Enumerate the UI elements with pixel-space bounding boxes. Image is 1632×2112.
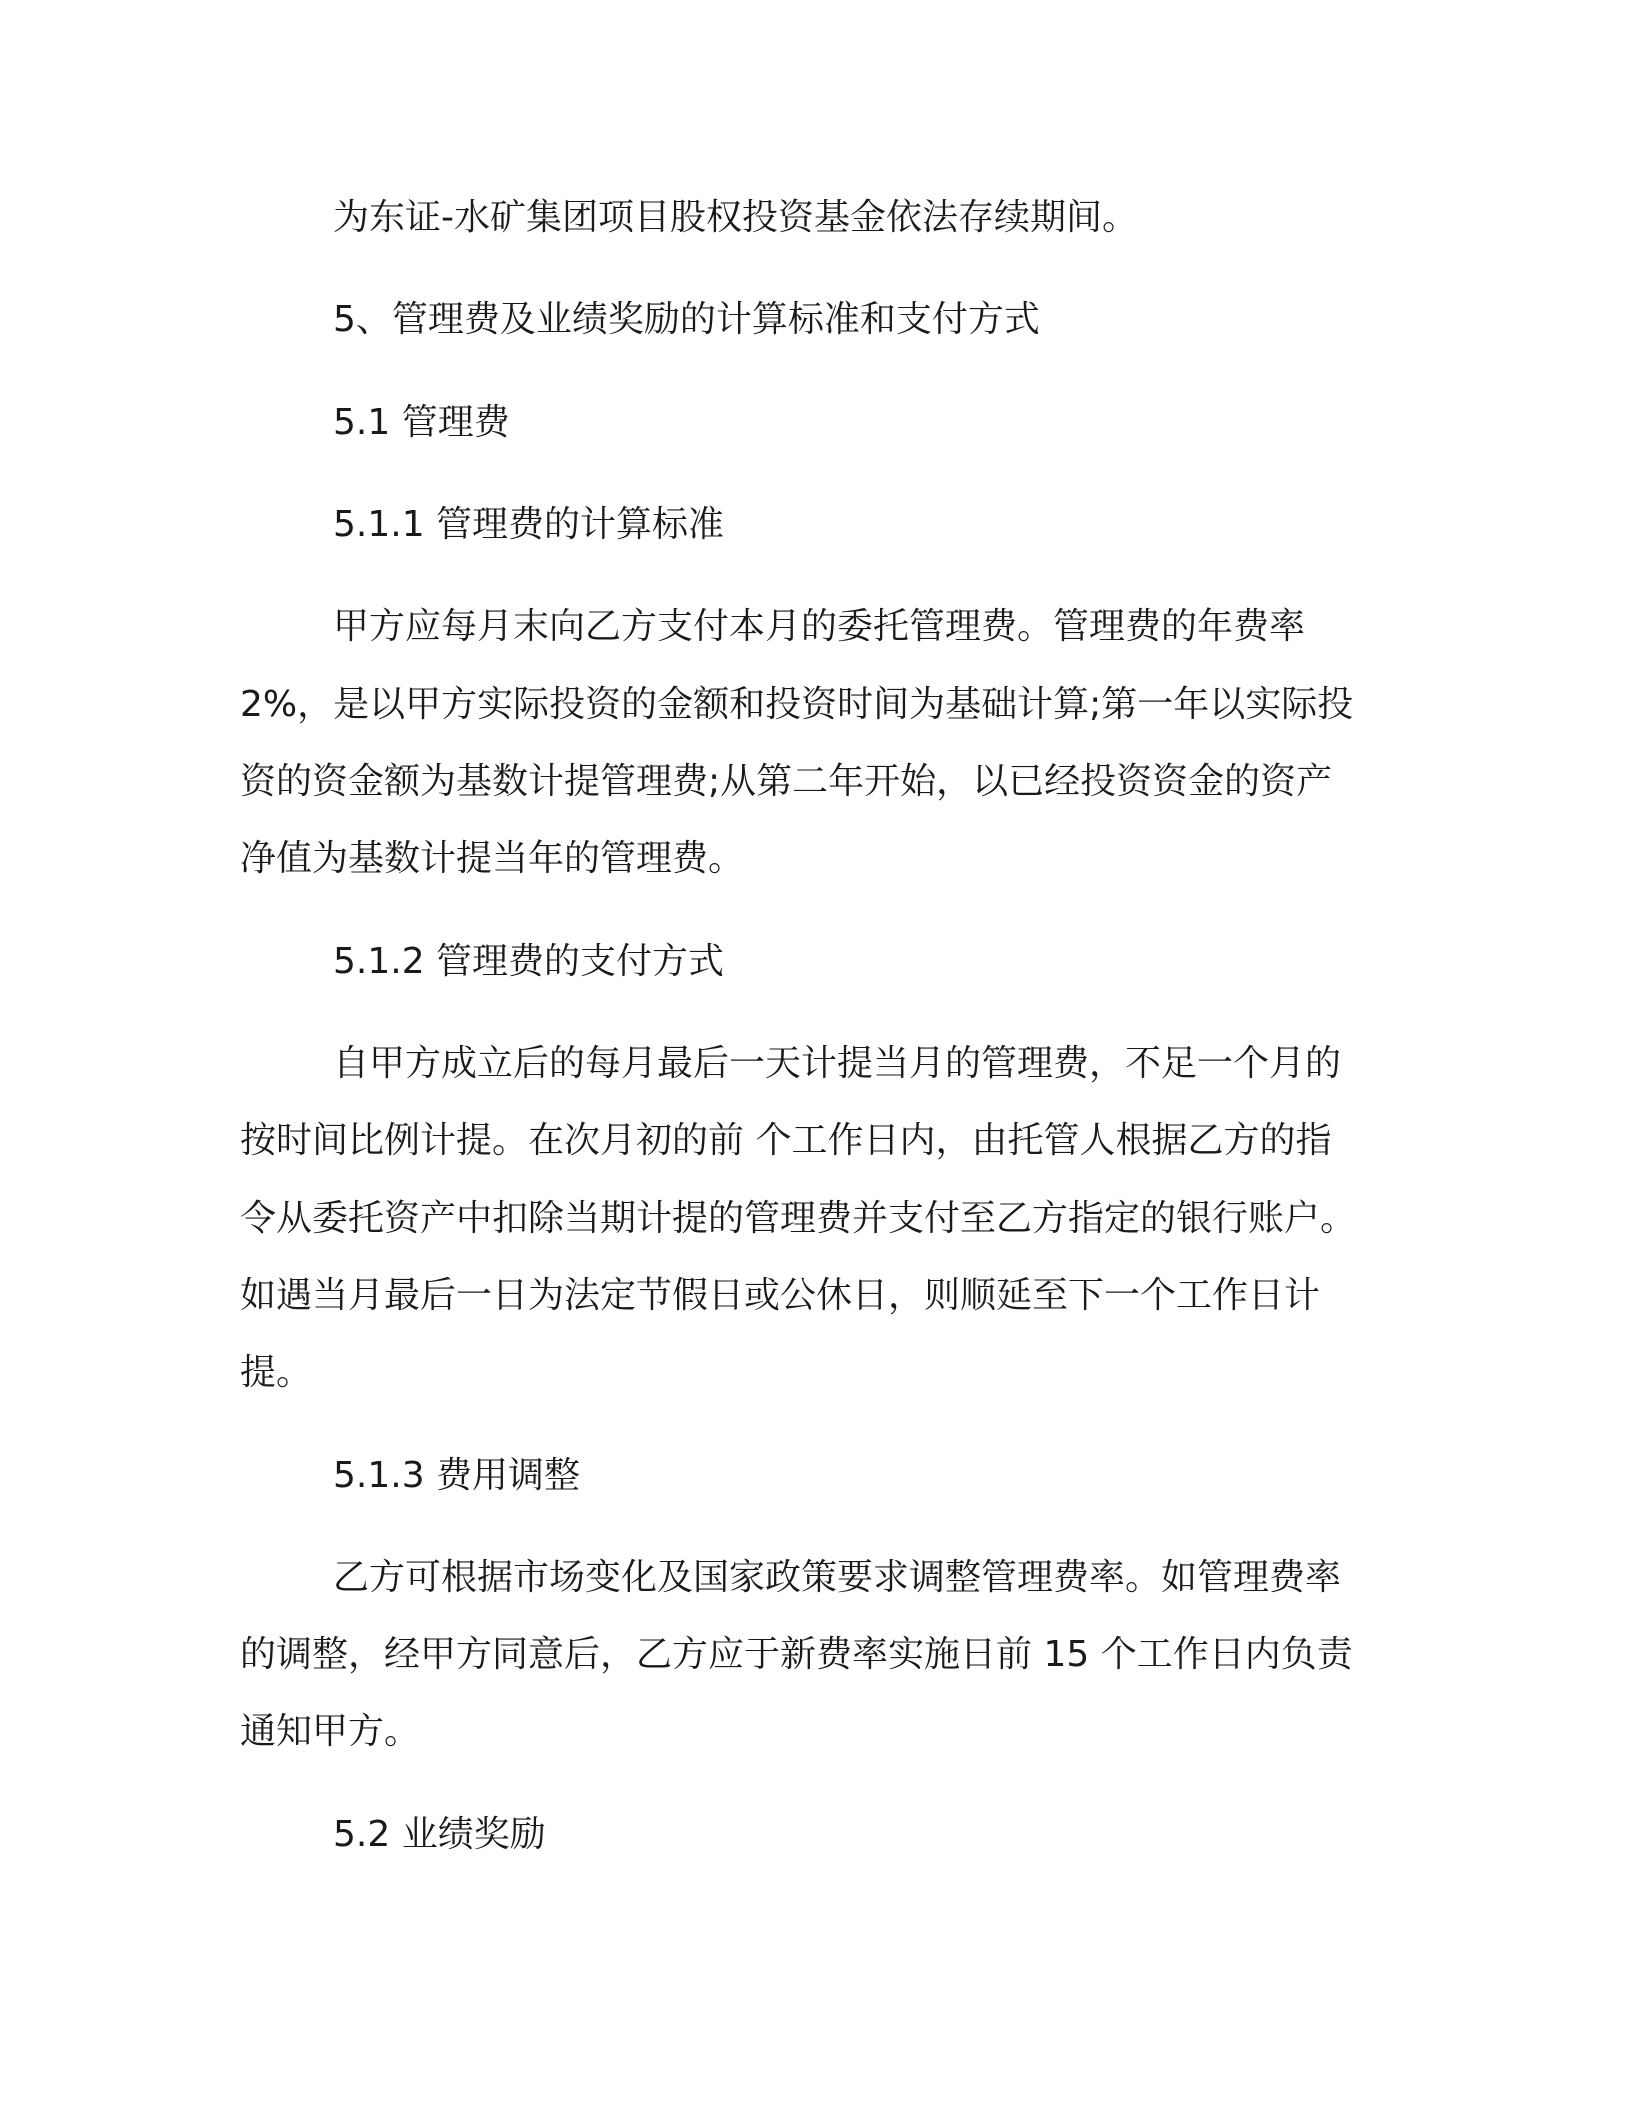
- section-heading-5: 5、管理费及业绩奖励的计算标准和支付方式: [333, 299, 1040, 340]
- paragraph-line: 如遇当月最后一日为法定节假日或公休日，则顺延至下一个工作日计: [240, 1275, 1321, 1316]
- section-heading-5-2: 5.2 业绩奖励: [333, 1814, 546, 1855]
- paragraph-line: 甲方应每月末向乙方支付本月的委托管理费。管理费的年费率: [333, 606, 1306, 647]
- paragraph-line: 按时间比例计提。在次月初的前 个工作日内，由托管人根据乙方的指: [240, 1120, 1332, 1161]
- paragraph-line: 净值为基数计提当年的管理费。: [240, 838, 745, 879]
- paragraph-line: 资的资金额为基数计提管理费;从第二年开始，以已经投资资金的资产: [240, 761, 1333, 802]
- section-heading-5-1: 5.1 管理费: [333, 402, 510, 443]
- paragraph-line: 令从委托资产中扣除当期计提的管理费并支付至乙方指定的银行账户。: [240, 1198, 1357, 1239]
- section-heading-5-1-3: 5.1.3 费用调整: [333, 1455, 581, 1496]
- section-heading-5-1-1: 5.1.1 管理费的计算标准: [333, 504, 725, 545]
- paragraph-line-fund-duration: 为东证-水矿集团项目股权投资基金依法存续期间。: [333, 197, 1138, 238]
- paragraph-line: 自甲方成立后的每月最后一天计提当月的管理费，不足一个月的: [333, 1043, 1342, 1084]
- section-heading-5-1-2: 5.1.2 管理费的支付方式: [333, 941, 725, 982]
- paragraph-line: 提。: [240, 1352, 313, 1393]
- paragraph-line: 的调整，经甲方同意后，乙方应于新费率实施日前 15 个工作日内负责: [240, 1634, 1353, 1675]
- paragraph-line: 乙方可根据市场变化及国家政策要求调整管理费率。如管理费率: [333, 1557, 1342, 1598]
- paragraph-line: 2%，是以甲方实际投资的金额和投资时间为基础计算;第一年以实际投: [240, 684, 1354, 725]
- paragraph-line: 通知甲方。: [240, 1711, 421, 1752]
